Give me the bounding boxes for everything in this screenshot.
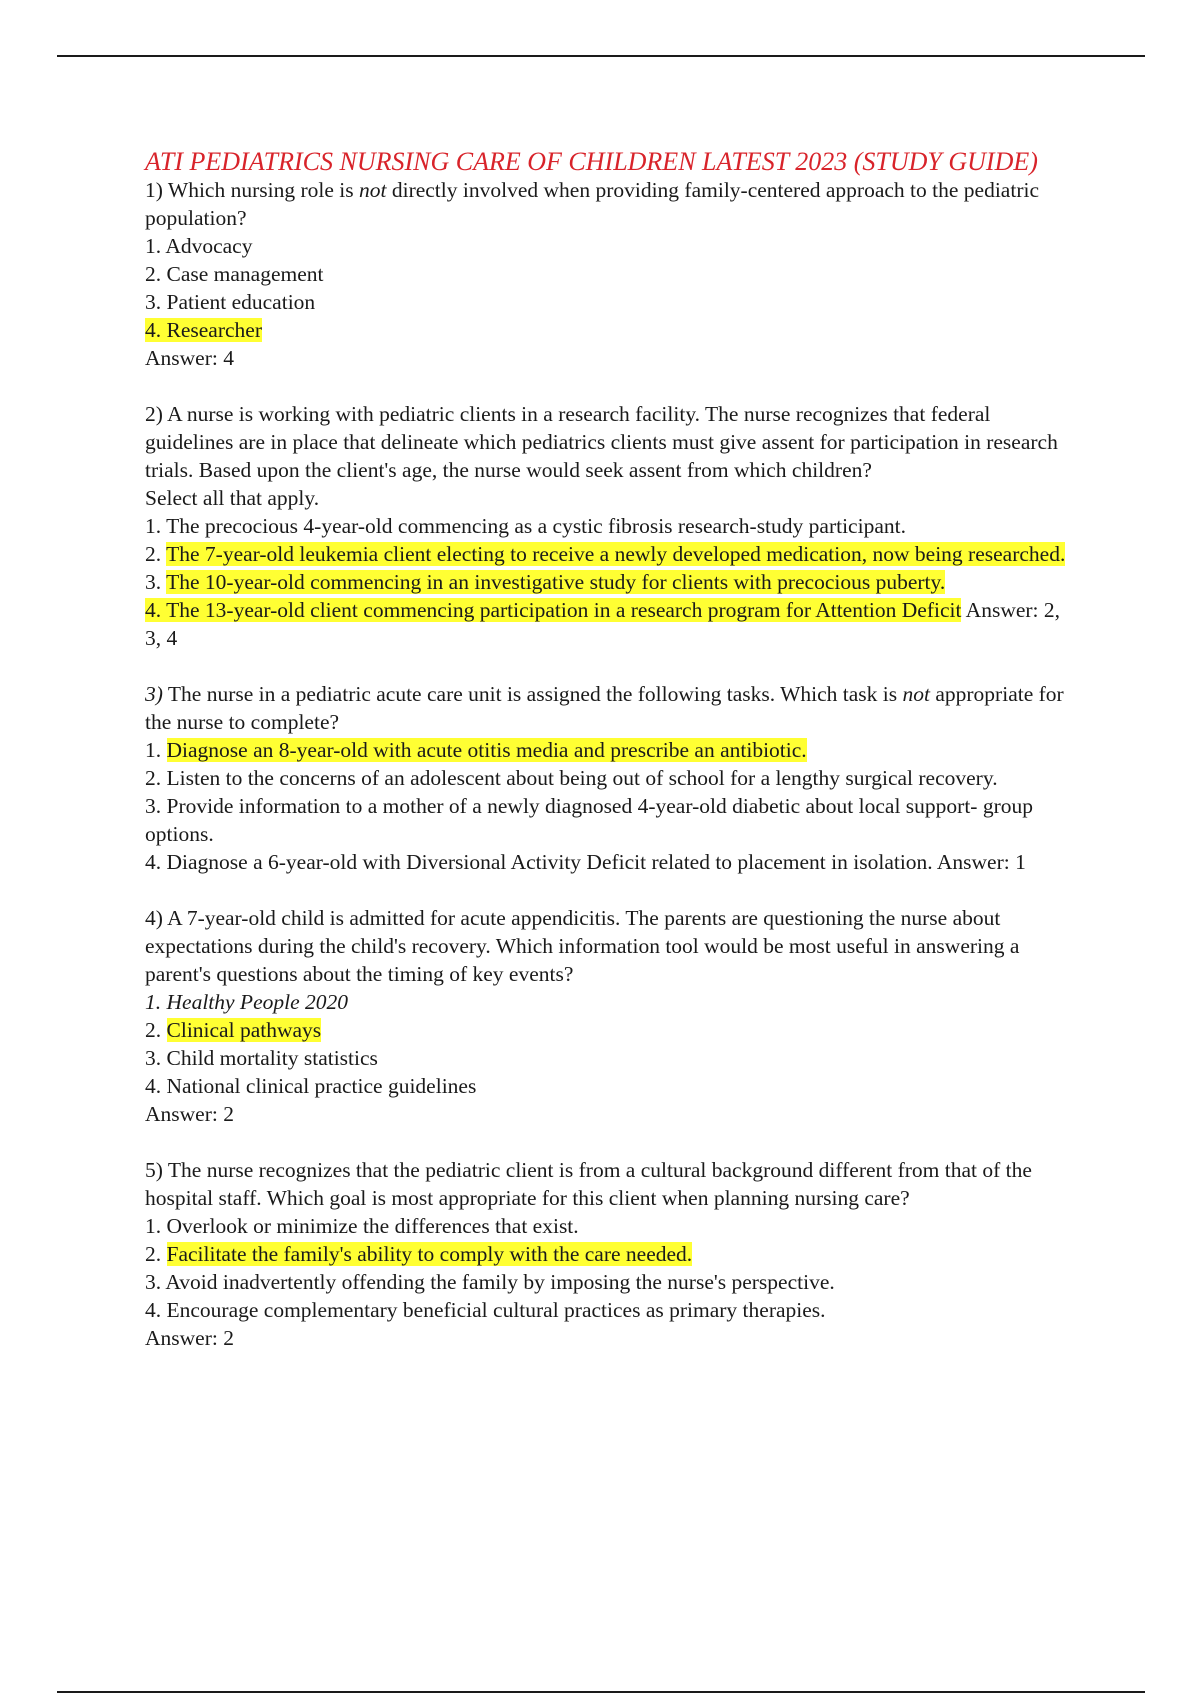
question-5-option-3: 3. Avoid inadvertently offending the family by imposing the nurse's perspective. [145,1270,835,1294]
question-3-stem: 3) The nurse in a pediatric acute care unit is assigned the following tasks. Which task is not appropriate for the nurse to complete? [145,682,1064,734]
question-1-option-3: 3. Patient education [145,290,316,314]
question-1-answer: Answer: 4 [145,346,234,370]
question-3-option-2: 2. Listen to the concerns of an adolescent about being out of school for a lengthy surgical recovery. [145,766,998,790]
question-1-option-4: 4. Researcher [145,318,262,342]
top-rule [57,55,1145,57]
question-5-option-4: 4. Encourage complementary beneficial cultural practices as primary therapies. [145,1298,826,1322]
question-4-stem: 4) A 7-year-old child is admitted for acute appendicitis. The parents are questioning the nurse about expectations during the child's recovery. Which information tool would be most useful in answering a parent's questions about the timing of key events? [145,906,1020,986]
question-3 [145,680,1075,876]
question-5-option-1: 1. Overlook or minimize the differences that exist. [145,1214,579,1238]
question-4 [145,904,1075,1128]
question-1-option-2: 2. Case management [145,262,324,286]
question-3-option-1: 1. Diagnose an 8-year-old with acute otitis media and prescribe an antibiotic. [145,738,807,762]
question-5-stem: 5) The nurse recognizes that the pediatric client is from a cultural background different from that of the hospital staff. Which goal is most appropriate for this client when planning nursing care? [145,1158,1032,1210]
question-1-stem: 1) Which nursing role is not directly involved when providing family-centered approach to the pediatric population? [145,178,1039,230]
document-body [145,145,1075,1380]
question-2-option-4: 4. The 13-year-old client commencing participation in a research program for Attention Deficit Answer: 2, 3, 4 [145,598,1061,650]
question-1-option-1: 1. Advocacy [145,234,253,258]
question-2-option-3: 3. The 10-year-old commencing in an investigative study for clients with precocious puberty. [145,570,946,594]
question-2-option-2: 2. The 7-year-old leukemia client electing to receive a newly developed medication, now being researched. [145,542,1066,566]
bottom-rule [57,1691,1145,1693]
question-4-option-1: 1. Healthy People 2020 [145,990,349,1014]
question-2 [145,400,1075,652]
question-3-option-4: 4. Diagnose a 6-year-old with Diversional Activity Deficit related to placement in isolation. Answer: 1 [145,850,1026,874]
question-5-answer: Answer: 2 [145,1326,234,1350]
question-4-option-2: 2. Clinical pathways [145,1018,322,1042]
question-2-answer: Answer: 2, 3, 4 [145,598,1061,650]
question-2-option-1: 1. The precocious 4-year-old commencing as a cystic fibrosis research-study participant. [145,514,906,538]
document-title: ATI PEDIATRICS NURSING CARE OF CHILDREN LATEST 2023 (STUDY GUIDE) [145,147,1038,176]
question-4-option-3: 3. Child mortality statistics [145,1046,378,1070]
question-2-stem: 2) A nurse is working with pediatric clients in a research facility. The nurse recognizes that federal guidelines are in place that delineate which pediatrics clients must give assent for participation in research trials. Based upon the client's age, the nurse would seek assent from which children? [145,402,1058,482]
question-2-instruction: Select all that apply. [145,486,320,510]
question-5 [145,1156,1075,1352]
question-3-option-3: 3. Provide information to a mother of a newly diagnosed 4-year-old diabetic about local support- group options. [145,794,1033,846]
question-4-option-4: 4. National clinical practice guidelines [145,1074,477,1098]
question-4-answer: Answer: 2 [145,1102,234,1126]
question-5-option-2: 2. Facilitate the family's ability to comply with the care needed. [145,1242,693,1266]
question-1 [145,176,1075,372]
